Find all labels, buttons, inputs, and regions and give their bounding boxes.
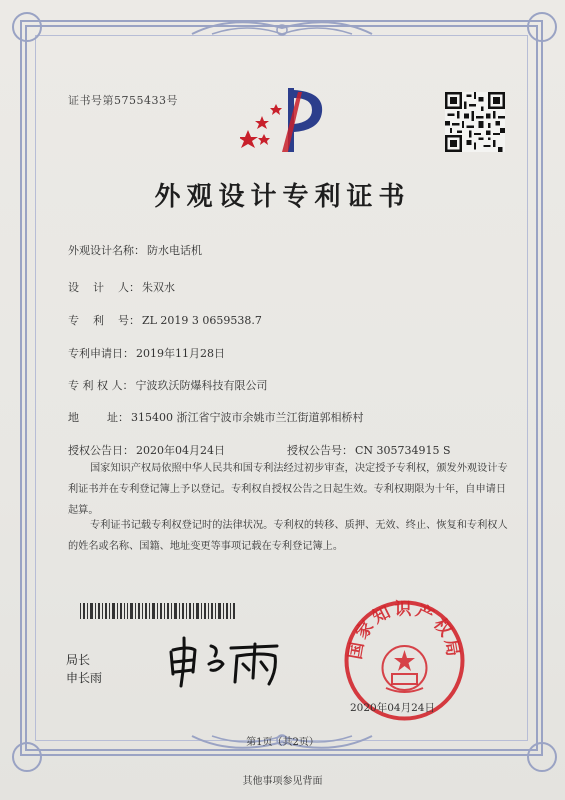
filing-date-value: 2019年11月28日 (136, 347, 225, 360)
qr-code-icon (445, 92, 505, 152)
patentee-row (68, 377, 268, 393)
corner-ornament-icon (12, 12, 42, 42)
grant-date-label: 授权公告日： (68, 444, 134, 457)
patentee-value: 宁波玖沃防爆科技有限公司 (135, 379, 268, 392)
grant-number-value: CN 305734915 S (355, 444, 451, 457)
director-title: 局长 (66, 653, 91, 667)
grant-statement (68, 458, 508, 521)
cnipa-logo-icon (240, 82, 328, 154)
barcode-icon (80, 603, 235, 619)
legal-status-note (68, 515, 508, 557)
patent-number-row (68, 312, 262, 328)
patentee-label: 专 利 权 人： (68, 379, 134, 392)
grant-statement-text: 国家知识产权局依照中华人民共和国专利法经过初步审查，决定授予专利权，颁发外观设计专利证书并在专利登记簿上予以登记。专利权自授权公告之日起生效。专利权期限为十年，自申请日起算。 (68, 463, 508, 516)
seal-date: 2020年04月24日 (350, 702, 435, 714)
grant-date-row (68, 442, 225, 458)
director-name: 申长雨 (66, 671, 103, 685)
legal-status-text: 专利证书记载专利权登记时的法律状况。专利权的转移、质押、无效、终止、恢复和专利权人的姓名或名称、国籍、地址变更等事项记载在专利登记簿上。 (68, 520, 508, 552)
page-number: 第1页（共2页） (246, 737, 319, 748)
designer-row (68, 279, 175, 295)
designer-value: 朱双水 (141, 281, 175, 294)
patent-number-label: 专 利 号： (68, 314, 140, 327)
filing-date-row (68, 345, 225, 361)
footer-note: 其他事项参见背面 (242, 776, 323, 787)
seal-text: 国家知识产权局 (345, 599, 464, 661)
grant-number-row (287, 442, 451, 458)
address-row (68, 409, 363, 425)
patent-number-value: ZL 2019 3 0659538.7 (141, 314, 262, 327)
design-name-value: 防水电话机 (147, 244, 202, 257)
top-ornament-icon (182, 14, 382, 54)
certificate-number: 证书号第5755433号 (68, 94, 178, 107)
handwritten-signature-icon (165, 630, 295, 690)
designer-label: 设 计 人： (68, 281, 140, 294)
filing-date-label: 专利申请日： (68, 347, 134, 360)
address-value: 315400 浙江省宁波市余姚市兰江街道郭相桥村 (130, 411, 364, 424)
corner-ornament-icon (527, 12, 557, 42)
grant-number-label: 授权公告号： (287, 444, 353, 457)
address-label: 地 址： (68, 411, 129, 424)
grant-date-value: 2020年04月24日 (136, 444, 225, 457)
certificate-title: 外观设计专利证书 (154, 182, 411, 212)
design-name-row (68, 242, 202, 258)
design-name-label: 外观设计名称： (68, 244, 145, 257)
